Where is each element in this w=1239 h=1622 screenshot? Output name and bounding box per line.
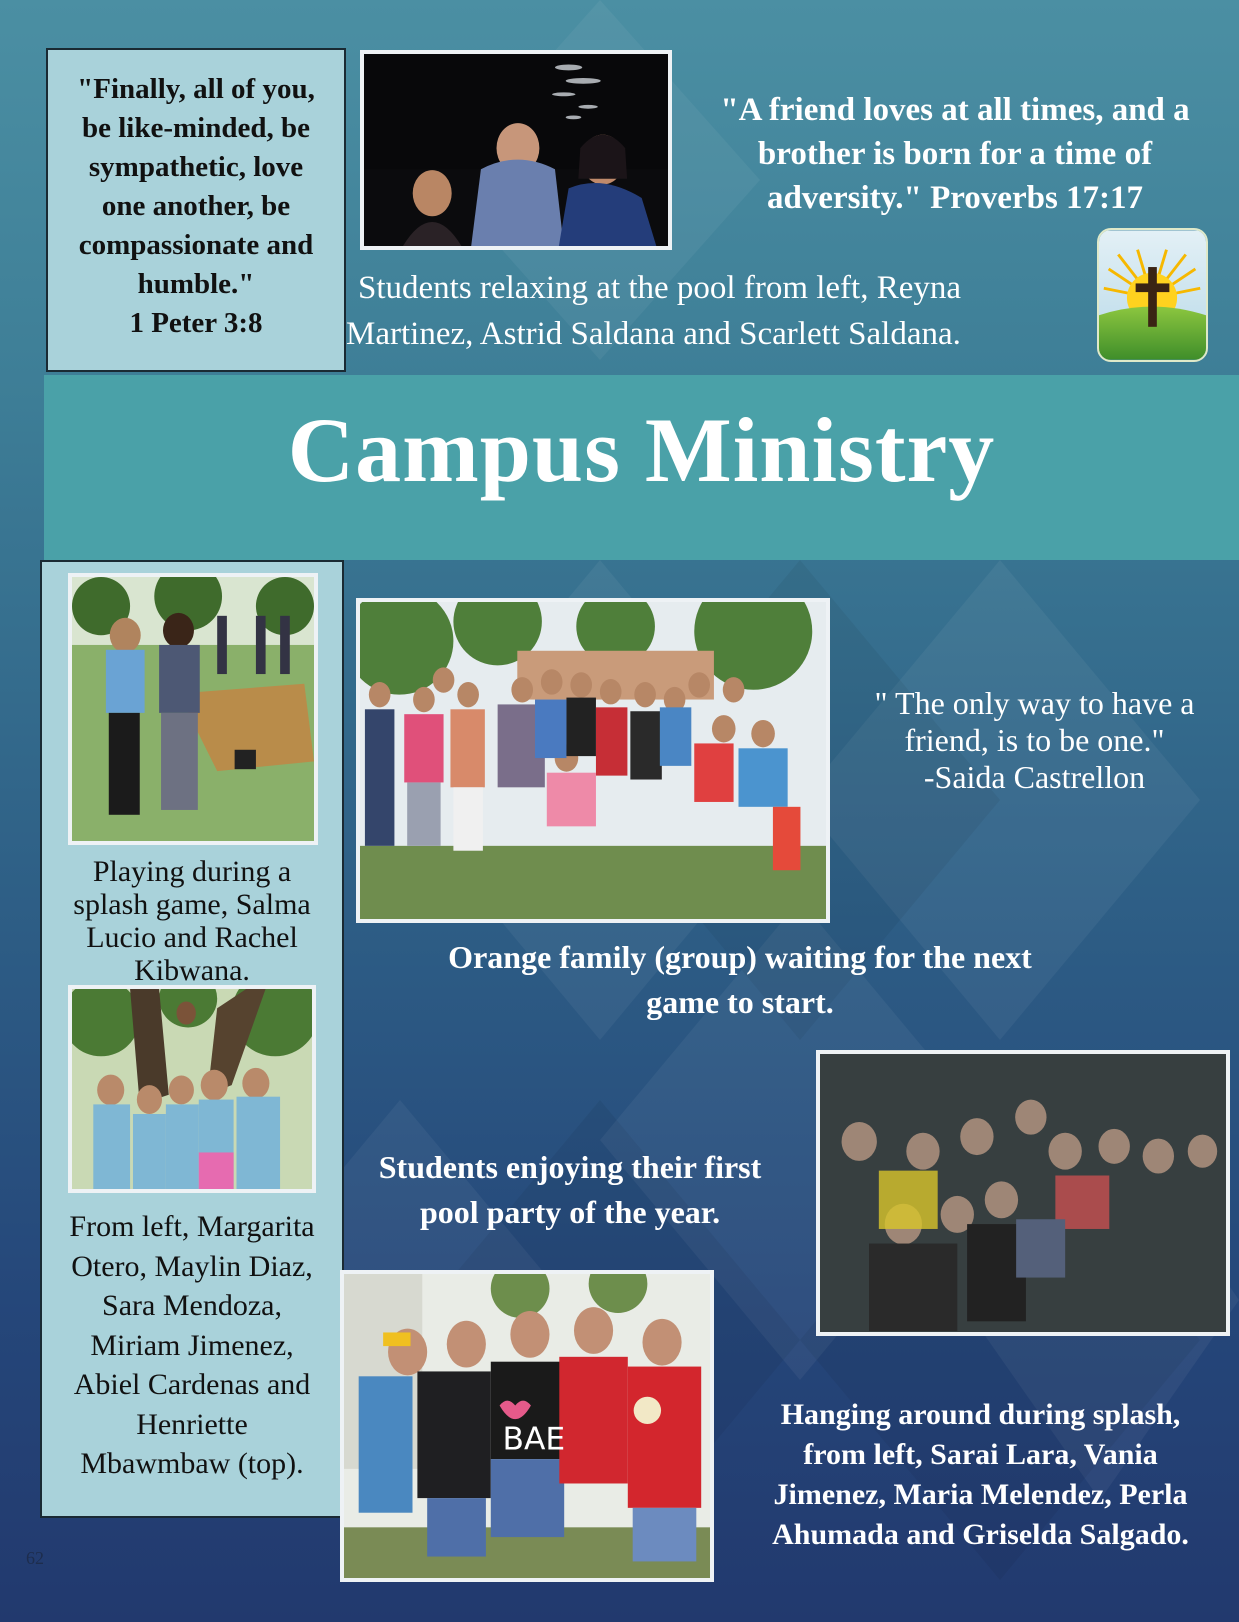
quote-line: compassionate and (78, 229, 314, 261)
quote-line: humble." (137, 268, 255, 300)
quote-line: "A friend loves at all times, and a (720, 92, 1190, 128)
photo-pool-night (360, 50, 672, 250)
caption-line: Students relaxing at the pool from left, Reyna (358, 270, 962, 306)
quote-box-peter (46, 48, 346, 372)
caption-line: Ahumada and Griselda Salgado. (772, 1518, 1189, 1551)
caption-line: Orange family (group) waiting for the next (448, 939, 1032, 975)
caption-pool-relaxing (346, 265, 1046, 357)
caption-line: From left, Margarita (69, 1210, 315, 1243)
cross-sunrise-icon (1097, 228, 1208, 362)
caption-pool-party (340, 1145, 800, 1235)
quote-line: sympathetic, love (88, 151, 304, 183)
caption-from-left (44, 1207, 340, 1484)
caption-line: game to start. (646, 984, 834, 1020)
page-title: Campus Ministry (287, 399, 996, 501)
quote-line: one another, be (101, 190, 291, 222)
caption-line: splash game, Salma (73, 888, 311, 921)
quote-saida (832, 685, 1237, 796)
caption-line: Henriette (136, 1407, 248, 1441)
quote-line: "Finally, all of you, (77, 73, 315, 105)
caption-line: Martinez, Astrid Saldana and Scarlett Saldana. (346, 316, 961, 352)
quote-line: adversity." Proverbs 17:17 (766, 180, 1144, 216)
photo-orange-family (356, 598, 830, 923)
caption-line: Abiel Cardenas and (73, 1368, 311, 1401)
caption-line: Lucio and Rachel (86, 921, 298, 954)
quote-line: friend, is to be one." (904, 722, 1165, 758)
photo-pool-party (816, 1050, 1230, 1336)
caption-line: Mbawmbaw (top). (80, 1447, 304, 1480)
quote-citation: 1 Peter 3:8 (129, 307, 263, 339)
caption-line: Jimenez, Maria Melendez, Perla (773, 1478, 1188, 1511)
quote-line: brother is born for a time of (757, 136, 1153, 172)
photo-tree-group (68, 985, 316, 1193)
caption-line: Playing during a (92, 855, 292, 888)
photo-splash-five-girls (340, 1270, 714, 1582)
caption-hanging-around (728, 1395, 1233, 1555)
caption-line: pool party of the year. (419, 1194, 721, 1230)
caption-line: Sara Mendoza, (102, 1289, 282, 1322)
quote-proverbs (680, 88, 1230, 220)
caption-orange-family (360, 935, 1120, 1025)
caption-line: Hanging around during splash, (780, 1398, 1181, 1431)
caption-line: Otero, Maylin Diaz, (71, 1249, 313, 1283)
quote-line: -Saida Castrellon (923, 759, 1146, 795)
photo-splash-game (68, 573, 318, 845)
quote-line: " The only way to have a (874, 685, 1195, 721)
caption-line: from left, Sarai Lara, Vania (803, 1438, 1158, 1471)
shirt-text: BAE (502, 1421, 566, 1458)
caption-line: Miriam Jimenez, (90, 1328, 294, 1362)
title-band (44, 375, 1239, 560)
page-number: 62 (26, 1548, 44, 1568)
caption-splash-game (44, 855, 340, 987)
caption-line: Students enjoying their first (378, 1149, 762, 1185)
caption-line: Kibwana. (134, 954, 250, 987)
quote-line: be like-minded, be (82, 112, 310, 144)
